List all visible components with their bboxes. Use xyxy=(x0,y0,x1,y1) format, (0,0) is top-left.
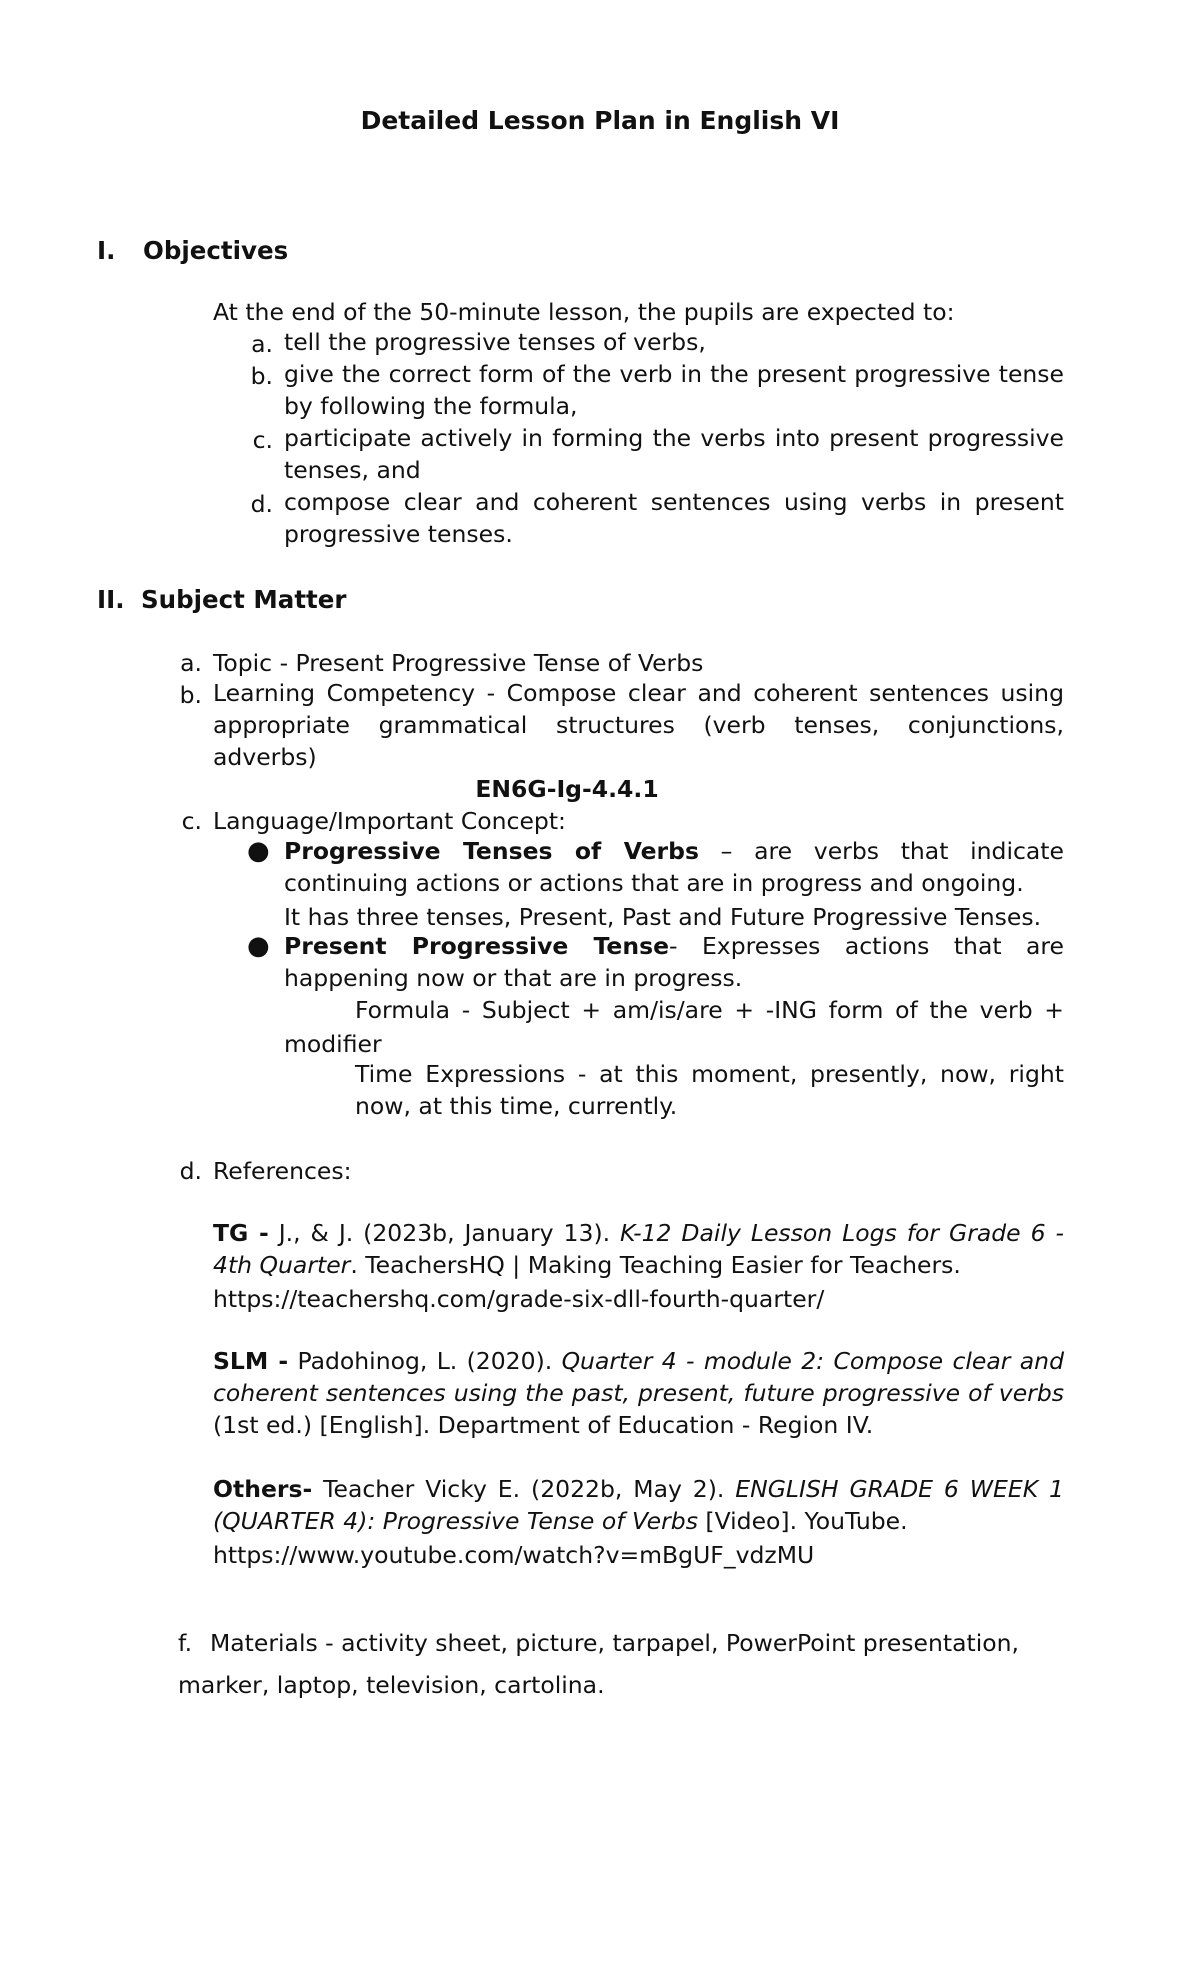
reference-slm-edition: (1st ed.) [English]. Department of Education - Region IV. xyxy=(213,1411,874,1439)
topic-text: Topic - Present Progressive Tense of Verbs xyxy=(213,649,704,677)
references-heading: References: xyxy=(213,1157,352,1185)
section-1-heading: Objectives xyxy=(143,236,289,265)
present-progressive-definition: - Expresses actions that are happening now or that are in progress. xyxy=(284,932,1064,992)
reference-slm-label: SLM - xyxy=(213,1347,289,1375)
time-expressions: Time Expressions - at this moment, presently, now, right now, at this time, currently. xyxy=(355,1060,1064,1120)
reference-others-title: ENGLISH GRADE 6 WEEK 1 (QUARTER 4): Progressive Tense of Verbs xyxy=(213,1475,1064,1535)
objective-b-text: give the correct form of the verb in the present progressive tense by following the formula, xyxy=(284,360,1064,420)
section-1-numeral: I. xyxy=(97,236,116,265)
competency-label: b. xyxy=(179,681,202,709)
reference-others xyxy=(213,1473,1064,1537)
competency-text: Learning Competency - Compose clear and coherent sentences using appropriate grammatical structures (verb tenses, conjunctions, adverbs) xyxy=(213,679,1064,771)
reference-tg-author: J., & J. (2023b, January 13). xyxy=(268,1219,621,1247)
concept-bullet-1 xyxy=(284,835,1064,899)
reference-slm-author: Padohinog, L. (2020). xyxy=(288,1347,562,1375)
reference-slm xyxy=(213,1345,1064,1441)
page-title: Detailed Lesson Plan in English VI xyxy=(360,106,840,135)
present-progressive-term: Present Progressive Tense xyxy=(284,932,670,960)
objective-a-text: tell the progressive tenses of verbs, xyxy=(284,328,706,356)
section-2-heading: Subject Matter xyxy=(141,585,347,614)
reference-tg-publisher: . TeachersHQ | Making Teaching Easier for Teachers. xyxy=(350,1251,961,1279)
materials-label: f. xyxy=(178,1629,193,1657)
section-2-numeral: II. xyxy=(97,585,125,614)
bullet-icon: ● xyxy=(247,836,270,866)
formula-text-end: modifier xyxy=(284,1030,382,1058)
materials-line-1: Materials - activity sheet, picture, tarpapel, PowerPoint presentation, xyxy=(210,1629,1019,1657)
competency-code: EN6G-Ig-4.4.1 xyxy=(475,775,659,803)
reference-slm-title: Quarter 4 - module 2: Compose clear and coherent sentences using the past, present, future progressive of verbs xyxy=(213,1347,1064,1407)
objective-c-text: participate actively in forming the verbs into present progressive tenses, and xyxy=(284,424,1064,484)
topic-label: a. xyxy=(180,649,202,677)
objective-d-text: compose clear and coherent sentences using verbs in present progressive tenses. xyxy=(284,488,1064,548)
objective-a-label: a. xyxy=(251,330,273,358)
concept-text: Language/Important Concept: xyxy=(213,807,566,835)
concept-bullet-2 xyxy=(284,930,1064,994)
reference-tg xyxy=(213,1217,1064,1281)
progressive-tenses-term: Progressive Tenses of Verbs xyxy=(284,837,699,865)
objectives-intro: At the end of the 50-minute lesson, the pupils are expected to: xyxy=(213,298,955,326)
reference-others-author: Teacher Vicky E. (2022b, May 2). xyxy=(312,1475,736,1503)
concept-label: c. xyxy=(181,807,202,835)
bullet-icon: ● xyxy=(247,931,270,961)
objective-c-label: c. xyxy=(252,426,273,454)
references-label: d. xyxy=(179,1157,202,1185)
objective-d-label: d. xyxy=(250,490,273,518)
concept-bullet-1-extra: It has three tenses, Present, Past and Future Progressive Tenses. xyxy=(284,903,1042,931)
reference-others-label: Others- xyxy=(213,1475,313,1503)
progressive-tenses-definition: – are verbs that indicate continuing actions or actions that are in progress and ongoing. xyxy=(284,837,1064,897)
materials-line-2: marker, laptop, television, cartolina. xyxy=(178,1671,605,1699)
formula-text: Formula - Subject + am/is/are + -ING form of the verb + xyxy=(355,996,1064,1024)
reference-tg-label: TG - xyxy=(213,1219,269,1247)
objective-b-label: b. xyxy=(250,362,273,390)
reference-tg-url: https://teachershq.com/grade-six-dll-fourth-quarter/ xyxy=(213,1285,825,1313)
reference-others-source: [Video]. YouTube. xyxy=(697,1507,908,1535)
reference-tg-title: K-12 Daily Lesson Logs for Grade 6 - 4th Quarter xyxy=(213,1219,1064,1279)
reference-others-url: https://www.youtube.com/watch?v=mBgUF_vdzMU xyxy=(213,1541,815,1569)
